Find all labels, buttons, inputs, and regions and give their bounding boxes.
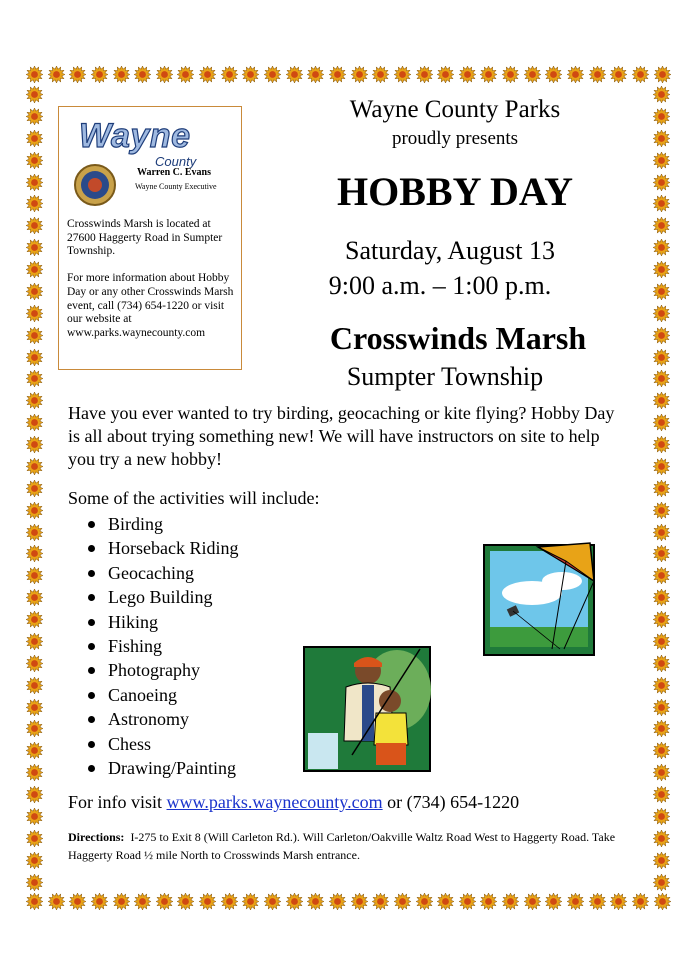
directions-text: I-275 to Exit 8 (Will Carleton Rd.). Will Carleton/Oakville Waltz Road West to Haggerty Road. Take Haggerty Road ½ mile North to Crosswinds Marsh entrance. [68,830,616,862]
sun-icon [502,893,519,910]
sun-icon [653,742,670,759]
sun-icon [437,66,454,83]
kite-illustration [482,541,600,662]
sun-icon [654,66,671,83]
sun-icon [48,893,65,910]
sun-icon [26,893,43,910]
sun-icon [26,633,43,650]
org-name: Wayne County Parks [349,96,561,123]
sun-icon [26,239,43,256]
sun-icon [394,893,411,910]
venue-name: Crosswinds Marsh [329,320,587,356]
sun-icon [177,893,194,910]
directions-label: Directions: [68,830,125,844]
sun-icon [26,458,43,475]
border-bottom [26,893,671,911]
sun-icon [26,66,43,83]
sun-icon [242,893,259,910]
sun-icon [524,893,541,910]
sun-icon [329,893,346,910]
info-suffix: or (734) 654-1220 [387,792,520,812]
sun-icon [653,349,670,366]
activity-list [84,512,238,780]
presents-line: proudly presents [391,128,519,149]
sun-icon [26,283,43,300]
sun-icon [177,66,194,83]
sun-icon [653,195,670,212]
sun-icon [653,786,670,803]
sun-icon [459,66,476,83]
sun-icon [653,86,670,103]
sun-icon [545,66,562,83]
sun-icon [653,108,670,125]
sun-icon [264,66,281,83]
activity-item: Chess [84,732,238,756]
sun-icon [653,524,670,541]
sun-icon [26,327,43,344]
sun-icon [329,66,346,83]
sun-icon [653,502,670,519]
sun-icon [480,893,497,910]
sun-icon [26,436,43,453]
sun-icon [26,742,43,759]
activity-item: Birding [84,512,238,536]
sun-icon [632,893,649,910]
sun-icon [653,152,670,169]
sun-icon [26,611,43,628]
sun-icon [91,66,108,83]
event-date: Saturday, August 13 [345,236,555,265]
sun-icon [653,370,670,387]
event-time: 9:00 a.m. – 1:00 p.m. [328,271,552,300]
directions [68,828,638,864]
sun-icon [653,830,670,847]
sun-icon [653,414,670,431]
activity-item: Geocaching [84,561,238,585]
sun-icon [567,66,584,83]
sun-icon [653,655,670,672]
activity-item: Drawing/Painting [84,756,238,780]
intro-paragraph: Have you ever wanted to try birding, geocaching or kite flying? Hobby Day is all about trying something new! We will have instructors on site to help you try a new hobby! [68,403,615,469]
sun-icon [26,370,43,387]
sun-icon [26,655,43,672]
sun-icon [394,66,411,83]
sun-icon [351,66,368,83]
info-box [58,106,242,370]
sun-icon [610,66,627,83]
sun-icon [653,458,670,475]
sun-icon [653,174,670,191]
sun-icon [26,699,43,716]
sun-icon [545,893,562,910]
sun-icon [610,893,627,910]
sun-icon [26,152,43,169]
website-link[interactable]: www.parks.waynecounty.com [166,792,383,812]
sun-icon [567,893,584,910]
sun-icon [26,524,43,541]
fishing-illustration [302,645,432,773]
sun-icon [653,392,670,409]
sun-icon [372,893,389,910]
sun-icon [113,66,130,83]
border-right [653,86,671,891]
sun-icon [26,852,43,869]
sun-icon [26,830,43,847]
sun-icon [480,66,497,83]
sun-icon [653,589,670,606]
sun-icon [26,349,43,366]
sun-icon [307,893,324,910]
sun-icon [134,66,151,83]
sun-icon [26,677,43,694]
sun-icon [502,66,519,83]
activity-item: Horseback Riding [84,536,238,560]
sun-icon [653,808,670,825]
sun-icon [113,893,130,910]
sun-icon [286,893,303,910]
sun-icon [459,893,476,910]
sun-icon [653,567,670,584]
infobox-text [67,218,241,354]
sun-icon [307,66,324,83]
location-text: Crosswinds Marsh is located at 27600 Haggerty Road in Sumpter Township. [67,218,223,258]
sun-icon [653,239,670,256]
sun-icon [653,217,670,234]
sun-icon [653,327,670,344]
sun-icon [653,436,670,453]
sun-icon [69,66,86,83]
activities-intro: Some of the activities will include: [68,488,320,508]
border-left [26,86,44,891]
sun-icon [48,66,65,83]
activity-item: Astronomy [84,707,238,731]
more-info-text: For more information about Hobby Day or any other Crosswinds Marsh event, call (734) 654-1220 or visit our website at www.parks.waynecounty.com [67,272,234,339]
sun-icon [156,66,173,83]
info-prefix: For info visit [68,792,163,812]
sun-icon [134,893,151,910]
sun-icon [653,764,670,781]
activity-item: Fishing [84,634,238,658]
sun-icon [653,852,670,869]
info-line [68,792,519,813]
sun-icon [372,66,389,83]
sun-icon [653,611,670,628]
sun-icon [156,893,173,910]
sun-icon [242,66,259,83]
sun-icon [654,893,671,910]
sun-icon [416,893,433,910]
sun-icon [653,633,670,650]
sun-icon [589,893,606,910]
sun-icon [26,567,43,584]
sun-icon [653,305,670,322]
sun-icon [524,66,541,83]
sun-icon [26,305,43,322]
sun-icon [26,502,43,519]
event-title: HOBBY DAY [337,169,573,214]
sun-icon [351,893,368,910]
sun-icon [26,720,43,737]
sun-icon [199,893,216,910]
sun-icon [286,66,303,83]
county-seal-icon [73,163,117,207]
sun-icon [26,261,43,278]
sun-icon [26,108,43,125]
executive-title: Wayne County Executive [135,182,217,191]
wayne-logo: Wayne [79,117,191,155]
sun-icon [416,66,433,83]
sun-icon [26,480,43,497]
venue-location: Sumpter Township [346,362,544,391]
sun-icon [653,699,670,716]
activity-item: Canoeing [84,683,238,707]
sun-icon [26,786,43,803]
activity-item: Lego Building [84,585,238,609]
sun-icon [26,130,43,147]
sun-icon [221,893,238,910]
sun-icon [26,217,43,234]
sun-icon [199,66,216,83]
activity-item: Photography [84,658,238,682]
sun-icon [653,261,670,278]
sun-icon [26,174,43,191]
activity-item: Hiking [84,610,238,634]
sun-icon [437,893,454,910]
sun-icon [69,893,86,910]
sun-icon [264,893,281,910]
sun-icon [653,677,670,694]
sun-icon [653,874,670,891]
sun-icon [26,414,43,431]
sun-icon [653,480,670,497]
sun-icon [653,545,670,562]
sun-icon [221,66,238,83]
county-logo-text: County [155,154,197,169]
sun-icon [26,545,43,562]
executive-name: Warren C. Evans [137,167,211,178]
sun-icon [26,874,43,891]
sun-icon [653,130,670,147]
sun-icon [653,720,670,737]
sun-icon [91,893,108,910]
sun-icon [26,764,43,781]
sun-icon [632,66,649,83]
sun-icon [26,589,43,606]
border-top [26,66,671,84]
sun-icon [26,392,43,409]
sun-icon [26,195,43,212]
sun-icon [653,283,670,300]
sun-icon [26,86,43,103]
sun-icon [26,808,43,825]
sun-icon [589,66,606,83]
